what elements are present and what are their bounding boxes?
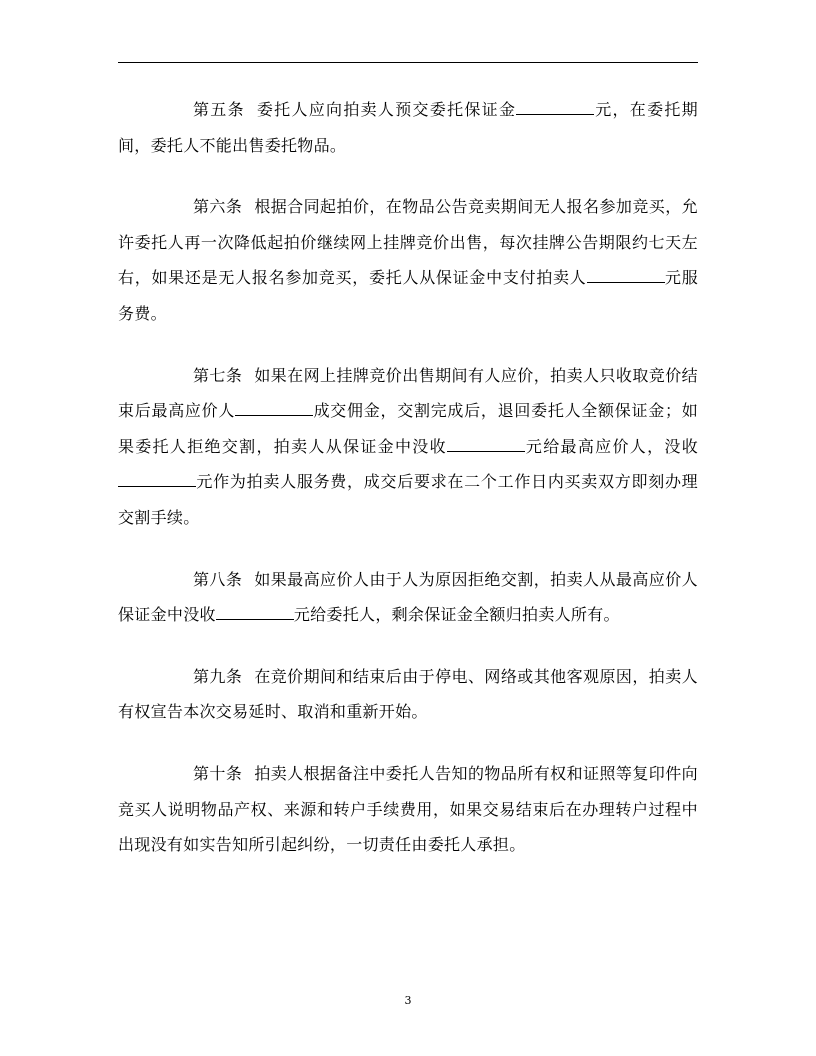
article-text: 委托人应向拍卖人预交委托保证金 bbox=[256, 100, 517, 119]
document-body bbox=[118, 92, 698, 863]
fill-in-blank[interactable] bbox=[216, 605, 294, 620]
fill-in-blank[interactable] bbox=[118, 472, 196, 487]
article-8 bbox=[118, 562, 698, 633]
article-text: 元作为拍卖人服务费，成交后要求在二个工作日内买卖双方即刻办理交割手续。 bbox=[118, 472, 698, 527]
article-text: 元服务费。 bbox=[118, 268, 698, 323]
fill-in-blank[interactable] bbox=[235, 401, 313, 416]
fill-in-blank[interactable] bbox=[587, 268, 665, 283]
article-text: 元给委托人，剩余保证金全额归拍卖人所有。 bbox=[293, 605, 620, 625]
article-text: 在竞价期间和结束后由于停电、网络或其他客观原因，拍卖人有权宣告本次交易延时、取消和重新开始。 bbox=[118, 666, 698, 722]
article-label: 第八条 bbox=[193, 569, 243, 589]
article-label: 第六条 bbox=[193, 197, 243, 217]
article-text: 如果最高应价人由于人为原因拒绝交割，拍卖人从最高应价人保证金中没收 bbox=[118, 569, 698, 625]
article-text: 成交佣金，交割完成后，退回委托人全额保证金；如果委托人拒绝交割，拍卖人从保证金中没收 bbox=[118, 401, 698, 456]
article-5 bbox=[118, 92, 698, 163]
article-text: 根据合同起拍价，在物品公告竞卖期间无人报名参加竞买，允许委托人再一次降低起拍价继续网上挂牌竞价出售，每次挂牌公告期限约七天左右，如果还是无人报名参加竞买，委托人从保证金中支付拍卖人 bbox=[118, 197, 698, 288]
article-label: 第五条 bbox=[193, 100, 245, 119]
article-text: 如果在网上挂牌竞价出售期间有人应价，拍卖人只收取竞价结束后最高应价人 bbox=[118, 365, 698, 421]
article-label: 第九条 bbox=[193, 666, 243, 686]
article-label: 第十条 bbox=[193, 763, 243, 783]
article-text: 元给最高应价人，没收 bbox=[524, 436, 698, 456]
article-10 bbox=[118, 756, 698, 863]
fill-in-blank[interactable] bbox=[516, 100, 594, 115]
article-label: 第七条 bbox=[193, 365, 243, 385]
article-9 bbox=[118, 659, 698, 730]
page-number: 3 bbox=[404, 994, 412, 1007]
article-text: 元，在委托期间，委托人不能出售委托物品。 bbox=[118, 100, 698, 155]
article-7 bbox=[118, 358, 698, 536]
header-rule bbox=[118, 62, 698, 63]
article-text: 拍卖人根据备注中委托人告知的物品所有权和证照等复印件向竞买人说明物品产权、来源和转户手续费用，如果交易结束后在办理转户过程中出现没有如实告知所引起纠纷，一切责任由委托人承担。 bbox=[118, 763, 698, 855]
fill-in-blank[interactable] bbox=[447, 437, 525, 452]
article-6 bbox=[118, 189, 698, 331]
